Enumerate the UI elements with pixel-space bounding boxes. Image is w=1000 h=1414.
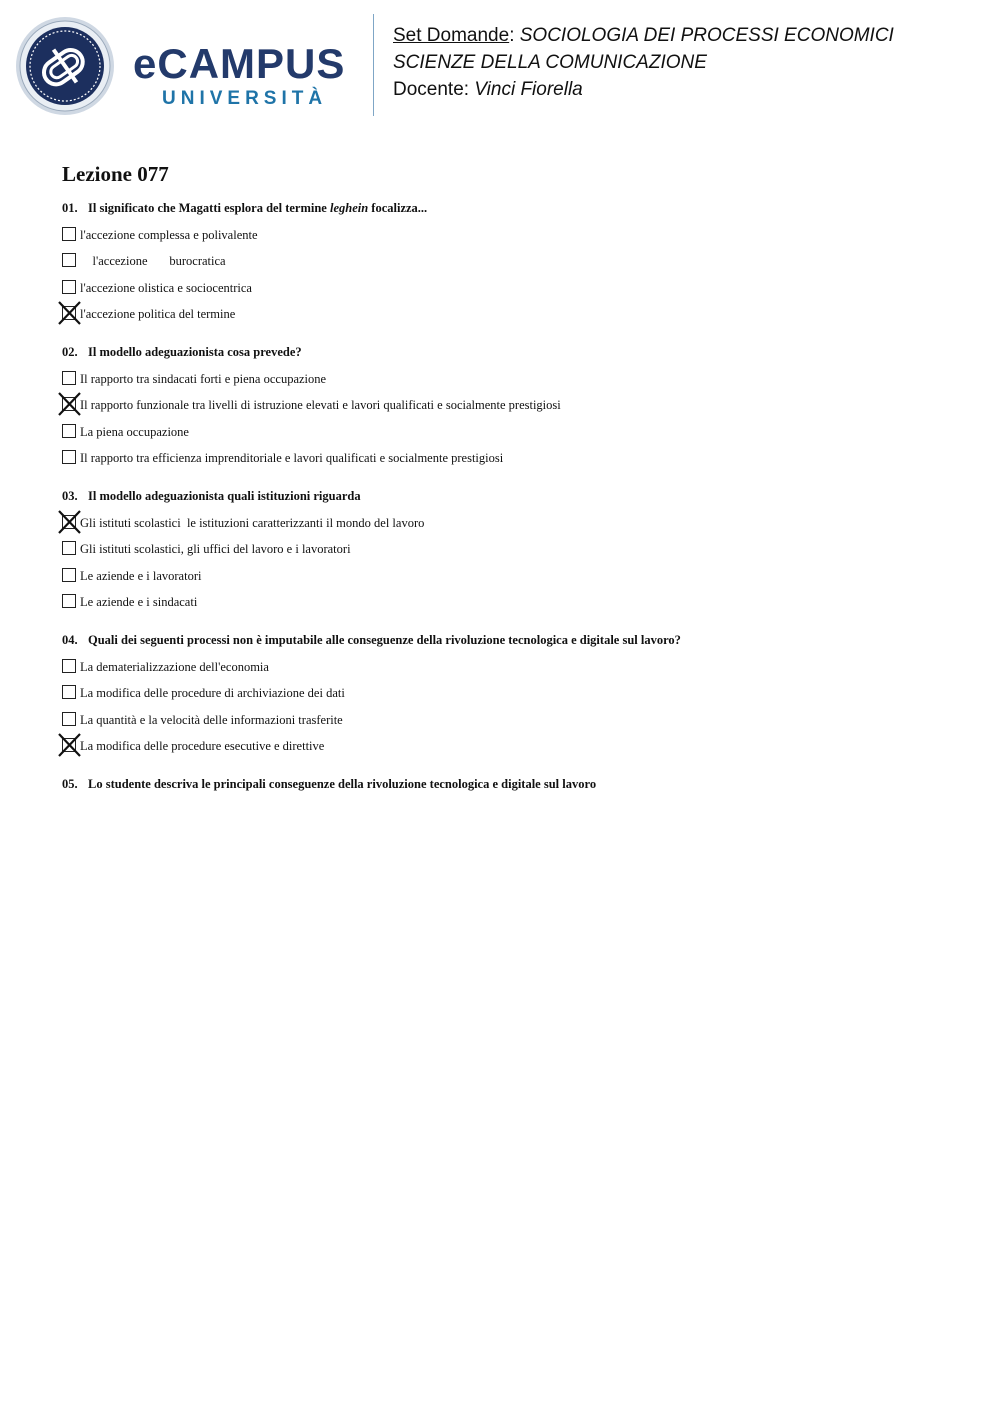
answer-checkbox[interactable] bbox=[62, 371, 76, 385]
answer-label: La modifica delle procedure esecutive e direttive bbox=[80, 739, 325, 753]
answer-option[interactable] bbox=[62, 252, 962, 270]
course-title-line2: SCIENZE DELLA COMUNICAZIONE bbox=[393, 52, 707, 73]
question-block bbox=[62, 631, 962, 755]
course-title-line1: SOCIOLOGIA DEI PROCESSI ECONOMICI bbox=[519, 25, 894, 46]
question-text bbox=[62, 199, 962, 217]
logo-subtitle: UNIVERSITÀ bbox=[162, 88, 328, 109]
answer-label: l'accezione complessa e polivalente bbox=[80, 227, 258, 242]
question-text-italic: leghein bbox=[329, 201, 369, 215]
question-text bbox=[62, 487, 962, 505]
question-set bbox=[62, 160, 962, 813]
answer-label: l'accezione politica del termine bbox=[80, 307, 236, 321]
question-text bbox=[62, 343, 962, 361]
answer-label: Il rapporto tra efficienza imprenditoriale e lavori qualificati e socialmente prestigiosi bbox=[80, 451, 504, 465]
answer-label: l'accezione burocratica bbox=[80, 254, 226, 268]
question-text-part: Il significato che Magatti esplora del termine bbox=[88, 201, 330, 215]
check-cross-icon bbox=[58, 301, 82, 325]
check-cross-icon bbox=[58, 733, 82, 757]
answer-label: Le aziende e i sindacati bbox=[80, 595, 198, 609]
answer-checkbox[interactable] bbox=[62, 541, 76, 555]
question-text-body: Quali dei seguenti processi non è imputabile alle conseguenze della rivoluzione tecnologica e digitale sul lavoro? bbox=[88, 633, 681, 647]
answer-option[interactable] bbox=[62, 279, 962, 297]
answer-checkbox[interactable] bbox=[62, 424, 76, 438]
answer-checkbox[interactable] bbox=[62, 280, 76, 294]
answer-option[interactable] bbox=[62, 370, 962, 388]
answer-option[interactable] bbox=[62, 396, 962, 414]
answer-option[interactable] bbox=[62, 305, 962, 323]
docente-label: Docente: bbox=[393, 79, 470, 100]
course-info: Set Domande: SOCIOLOGIA DEI PROCESSI ECONOMICI SCIENZE DELLA COMUNICAZIONE Docente: Vinci Fiorella bbox=[393, 25, 894, 100]
answer-checkbox[interactable] bbox=[62, 253, 76, 267]
question-text bbox=[62, 631, 962, 649]
answer-option[interactable] bbox=[62, 593, 962, 611]
question-number: 05. bbox=[62, 777, 78, 791]
answer-option[interactable] bbox=[62, 684, 962, 702]
answer-label: Il rapporto funzionale tra livelli di istruzione elevati e lavori qualificati e socialmente prestigiosi bbox=[80, 398, 561, 412]
answer-option[interactable] bbox=[62, 658, 962, 676]
answer-option[interactable] bbox=[62, 226, 962, 244]
question-text-body: Lo studente descriva le principali conseguenze della rivoluzione tecnologica e digitale sul lavoro bbox=[88, 777, 597, 791]
ecampus-seal-icon bbox=[15, 16, 115, 116]
check-cross-icon bbox=[58, 510, 82, 534]
question-number: 03. bbox=[62, 489, 78, 503]
lesson-title: Lezione 077 bbox=[62, 162, 169, 186]
answer-label: Le aziende e i lavoratori bbox=[80, 568, 202, 583]
answer-label: La modifica delle procedure di archiviazione dei dati bbox=[80, 686, 345, 700]
answer-label: Gli istituti scolastici le istituzioni caratterizzanti il mondo del lavoro bbox=[80, 515, 425, 530]
answer-label: Gli istituti scolastici, gli uffici del lavoro e i lavoratori bbox=[80, 542, 351, 556]
docente-name: Vinci Fiorella bbox=[474, 79, 583, 100]
answer-option[interactable] bbox=[62, 449, 962, 467]
answer-checkbox[interactable] bbox=[62, 659, 76, 673]
answer-option[interactable] bbox=[62, 711, 962, 729]
answer-label: Il rapporto tra sindacati forti e piena occupazione bbox=[80, 371, 327, 386]
question-number: 02. bbox=[62, 345, 78, 359]
answer-label: l'accezione olistica e sociocentrica bbox=[80, 280, 252, 295]
question-number: 04. bbox=[62, 633, 78, 647]
question-text bbox=[62, 775, 962, 793]
answer-checkbox[interactable] bbox=[62, 227, 76, 241]
question-block bbox=[62, 343, 962, 467]
answer-checkbox[interactable] bbox=[62, 568, 76, 582]
question-text-body: Il modello adeguazionista cosa prevede? bbox=[88, 345, 302, 359]
answer-checkbox[interactable] bbox=[62, 712, 76, 726]
question-block bbox=[62, 487, 962, 611]
answer-option[interactable] bbox=[62, 737, 962, 755]
answer-option[interactable] bbox=[62, 567, 962, 585]
header-divider bbox=[373, 14, 374, 116]
question-number: 01. bbox=[62, 201, 78, 215]
document-header bbox=[0, 0, 1000, 130]
question-text-body: Il modello adeguazionista quali istituzioni riguarda bbox=[88, 489, 361, 503]
answer-option[interactable] bbox=[62, 423, 962, 441]
answer-checkbox[interactable] bbox=[62, 685, 76, 699]
answer-option[interactable] bbox=[62, 540, 962, 558]
answer-checkbox[interactable] bbox=[62, 450, 76, 464]
answer-label: La quantità e la velocità delle informazioni trasferite bbox=[80, 712, 343, 727]
answer-checkbox[interactable] bbox=[62, 594, 76, 608]
answer-label: La dematerializzazione dell'economia bbox=[80, 659, 269, 674]
question-block bbox=[62, 775, 962, 793]
answer-label: La piena occupazione bbox=[80, 424, 189, 439]
answer-option[interactable] bbox=[62, 514, 962, 532]
question-text-part: focalizza... bbox=[368, 201, 428, 215]
question-block bbox=[62, 199, 962, 323]
set-label: Set Domande bbox=[393, 25, 510, 46]
check-cross-icon bbox=[58, 392, 82, 416]
logo-wordmark: eCAMPUS bbox=[133, 40, 346, 87]
question-list bbox=[62, 199, 962, 793]
